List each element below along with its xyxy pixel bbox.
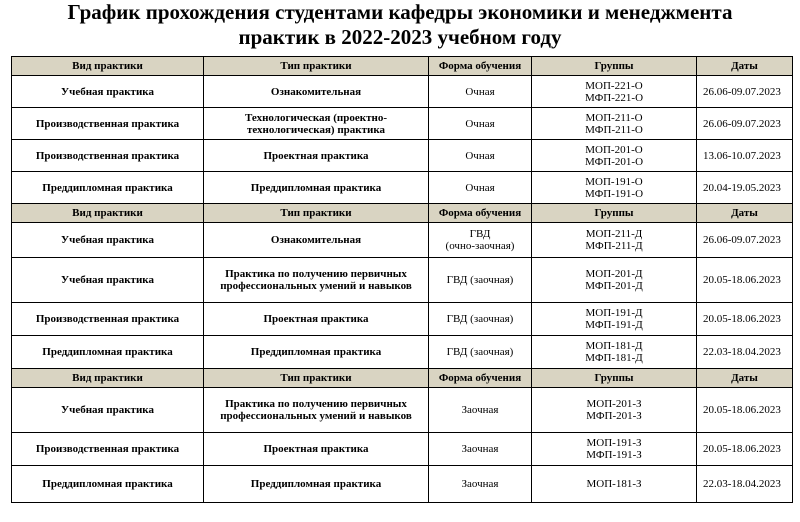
group-code: МФП-191-О xyxy=(584,187,644,200)
group-code: МОП-201-Д xyxy=(585,268,643,280)
groups-cell xyxy=(532,223,697,258)
header-dates: Даты xyxy=(697,369,793,388)
practice-kind-cell: Учебная практика xyxy=(12,258,204,303)
table-row xyxy=(12,172,793,204)
group-code: МОП-211-О xyxy=(585,111,643,124)
groups-cell xyxy=(532,433,697,466)
group-code: МОП-201-З xyxy=(586,398,642,410)
dates-cell: 20.04-19.05.2023 xyxy=(697,172,793,204)
practice-type-cell: Проектная практика xyxy=(204,303,429,336)
dates-cell: 26.06-09.07.2023 xyxy=(697,223,793,258)
title-line-2: практик в 2022-2023 учебном году xyxy=(238,25,562,49)
header-groups: Группы xyxy=(532,57,697,76)
study-form-note: (очно-заочная) xyxy=(445,240,515,252)
group-code: МФП-191-Д xyxy=(585,319,643,331)
group-code: МФП-201-З xyxy=(586,410,642,422)
group-code: МОП-201-О xyxy=(585,143,643,156)
header-practice-type: Тип практики xyxy=(204,57,429,76)
study-form-text: ГВД (заочная) xyxy=(446,313,514,325)
study-form-cell xyxy=(429,223,532,258)
groups-cell xyxy=(532,172,697,204)
group-code: МФП-191-З xyxy=(586,449,642,461)
study-form-text: ГВД xyxy=(469,228,491,240)
header-practice-kind: Вид практики xyxy=(12,369,204,388)
groups-cell xyxy=(532,140,697,172)
practice-kind-cell: Учебная практика xyxy=(12,76,204,108)
page-title xyxy=(0,0,800,52)
header-groups: Группы xyxy=(532,369,697,388)
practice-kind-cell: Производственная практика xyxy=(12,433,204,466)
practice-type-cell: Преддипломная практика xyxy=(204,336,429,369)
group-code: МФП-211-О xyxy=(585,123,643,136)
study-form-cell xyxy=(429,336,532,369)
header-practice-type: Тип практики xyxy=(204,204,429,223)
header-dates: Даты xyxy=(697,204,793,223)
practice-type-cell: Преддипломная практика xyxy=(204,466,429,503)
group-code: МОП-181-Д xyxy=(585,340,643,352)
study-form-cell xyxy=(429,466,532,503)
groups-cell xyxy=(532,336,697,369)
dates-cell: 22.03-18.04.2023 xyxy=(697,466,793,503)
table-row xyxy=(12,336,793,369)
table-row xyxy=(12,140,793,172)
header-practice-type: Тип практики xyxy=(204,369,429,388)
study-form-cell xyxy=(429,140,532,172)
practice-type-cell: Преддипломная практика xyxy=(204,172,429,204)
header-practice-kind: Вид практики xyxy=(12,57,204,76)
dates-cell: 13.06-10.07.2023 xyxy=(697,140,793,172)
study-form-text: Очная xyxy=(465,181,495,194)
header-study-form: Форма обучения xyxy=(429,204,532,223)
study-form-text: ГВД (заочная) xyxy=(446,346,514,358)
study-form-text: ГВД (заочная) xyxy=(446,274,514,286)
groups-cell xyxy=(532,108,697,140)
groups-cell xyxy=(532,76,697,108)
practice-kind-cell: Преддипломная практика xyxy=(12,172,204,204)
practice-type-cell: Проектная практика xyxy=(204,433,429,466)
study-form-text: Заочная xyxy=(461,404,499,416)
group-code: МФП-201-Д xyxy=(585,280,643,292)
table-row xyxy=(12,76,793,108)
study-form-cell xyxy=(429,76,532,108)
practice-kind-cell: Производственная практика xyxy=(12,108,204,140)
header-practice-kind: Вид практики xyxy=(12,204,204,223)
group-code: МФП-211-Д xyxy=(585,240,643,252)
group-code: МОП-191-Д xyxy=(585,307,643,319)
dates-cell: 20.05-18.06.2023 xyxy=(697,388,793,433)
study-form-cell xyxy=(429,108,532,140)
group-code: МФП-181-Д xyxy=(585,352,643,364)
dates-cell: 22.03-18.04.2023 xyxy=(697,336,793,369)
study-form-cell xyxy=(429,388,532,433)
study-form-text: Заочная xyxy=(461,478,499,490)
study-form-text: Заочная xyxy=(461,443,499,455)
study-form-cell xyxy=(429,258,532,303)
practice-type-cell: Ознакомительная xyxy=(204,76,429,108)
study-form-text: Очная xyxy=(465,117,495,130)
practice-type-cell: Ознакомительная xyxy=(204,223,429,258)
groups-cell xyxy=(532,466,697,503)
table-header-row xyxy=(12,369,793,388)
group-code: МОП-191-З xyxy=(586,437,642,449)
practice-kind-cell: Учебная практика xyxy=(12,223,204,258)
groups-cell xyxy=(532,388,697,433)
groups-cell xyxy=(532,258,697,303)
study-form-cell xyxy=(429,433,532,466)
group-code: МОП-191-О xyxy=(585,175,643,188)
table-row xyxy=(12,303,793,336)
dates-cell: 20.05-18.06.2023 xyxy=(697,303,793,336)
dates-cell: 26.06-09.07.2023 xyxy=(697,108,793,140)
study-form-text: Очная xyxy=(465,85,495,98)
table-header-row xyxy=(12,57,793,76)
group-code: МФП-221-О xyxy=(584,91,644,104)
practice-kind-cell: Производственная практика xyxy=(12,303,204,336)
study-form-text: Очная xyxy=(465,149,495,162)
dates-cell: 26.06-09.07.2023 xyxy=(697,76,793,108)
title-line-1: График прохождения студентами кафедры экономики и менеджмента xyxy=(67,0,733,24)
practice-kind-cell: Преддипломная практика xyxy=(12,466,204,503)
header-study-form: Форма обучения xyxy=(429,369,532,388)
table-row xyxy=(12,466,793,503)
practice-kind-cell: Преддипломная практика xyxy=(12,336,204,369)
group-code: МОП-221-О xyxy=(585,79,643,92)
group-code: МОП-211-Д xyxy=(585,228,643,240)
practice-type-cell: Проектная практика xyxy=(204,140,429,172)
table-row xyxy=(12,388,793,433)
practice-kind-cell: Производственная практика xyxy=(12,140,204,172)
header-study-form: Форма обучения xyxy=(429,57,532,76)
header-groups: Группы xyxy=(532,204,697,223)
groups-cell xyxy=(532,303,697,336)
practice-kind-cell: Учебная практика xyxy=(12,388,204,433)
study-form-cell xyxy=(429,303,532,336)
schedule-table-body xyxy=(12,57,793,503)
table-row xyxy=(12,433,793,466)
group-code: МФП-201-О xyxy=(584,155,644,168)
group-code: МОП-181-З xyxy=(586,478,642,490)
table-row xyxy=(12,258,793,303)
practice-schedule-table xyxy=(11,56,793,503)
table-row xyxy=(12,223,793,258)
dates-cell: 20.05-18.06.2023 xyxy=(697,258,793,303)
practice-type-cell: Практика по получению первичных профессиональных умений и навыков xyxy=(204,388,429,433)
practice-type-cell: Практика по получению первичных профессиональных умений и навыков xyxy=(204,258,429,303)
practice-type-cell: Технологическая (проектно-технологическая) практика xyxy=(204,108,429,140)
header-dates: Даты xyxy=(697,57,793,76)
dates-cell: 20.05-18.06.2023 xyxy=(697,433,793,466)
table-header-row xyxy=(12,204,793,223)
table-row xyxy=(12,108,793,140)
study-form-cell xyxy=(429,172,532,204)
